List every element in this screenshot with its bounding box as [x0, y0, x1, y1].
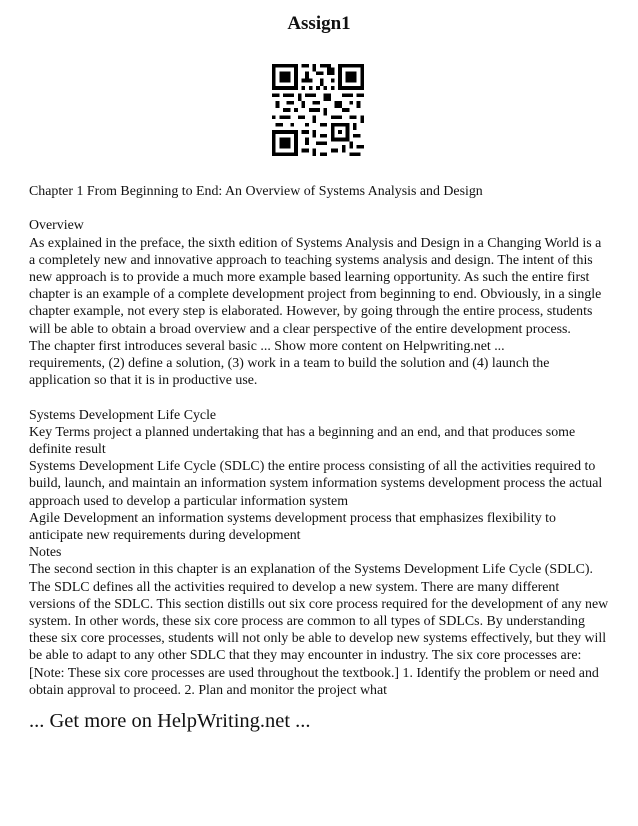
overview-heading: Overview [29, 218, 84, 234]
continuation-paragraph: requirements, (2) define a solution, (3) work in a team to build the solution and (4) launch the application so that it is in productive use. [29, 356, 550, 389]
notes-paragraph: The second section in this chapter is an explanation of the Systems Development Life Cycle (SDLC). The SDLC defines all the activities required to develop a new system. There are many different versions of the SDLC. This section distills out six core process required for the development of any new system. In other words, these six core process are common to all types of SDLCs. By understanding these six core processes, students will not only be able to develop new systems effectively, but they will be able to adapt to any other SDLC that they may encounter in industry. The six core processes are: [Note: These six core processes are used throughout the textbook.] 1. Identify the problem or need and obtain approval to proceed. 2. Plan and monitor the project what [29, 562, 609, 698]
sdlc-heading: Systems Development Life Cycle [29, 407, 217, 423]
chapter-title: Chapter 1 From Beginning to End: An Overview of Systems Analysis and Design [29, 184, 483, 199]
chapter-intro-paragraph: The chapter first introduces several basic ... Show more content on Helpwriting.net ... [29, 338, 505, 354]
key-terms-paragraph: Key Terms project a planned undertaking that has a beginning and an end, and that produces some definite result [29, 424, 576, 458]
overview-paragraph: As explained in the preface, the sixth edition of Systems Analysis and Design in a Changing World is a a completely new and innovative approach to teaching systems analysis and design. The intent of this new approach is to provide a much more example based learning opportunity. As such the entire first chapter is an example of a complete development project from beginning to end. Obviously, in a single chapter example, not every step is elaborated. However, by going through the entire process, students will be able to obtain a broad overview and a clear perspective of the entire development process. [29, 235, 602, 337]
get-more-link[interactable]: ... Get more on HelpWriting.net ... [29, 710, 311, 732]
sdlc-definition-paragraph: Systems Development Life Cycle (SDLC) the entire process consisting of all the activities required to build, launch, and maintain an information system information systems development process the actual approach used to develop a particular information system [29, 459, 603, 509]
agile-paragraph: Agile Development an information systems development process that emphasizes flexibility to anticipate new requirements during development [29, 510, 556, 544]
document-body [29, 183, 609, 699]
qr-code-icon [272, 64, 364, 156]
notes-heading: Notes [29, 545, 62, 561]
document-title: Assign1 [287, 13, 351, 34]
